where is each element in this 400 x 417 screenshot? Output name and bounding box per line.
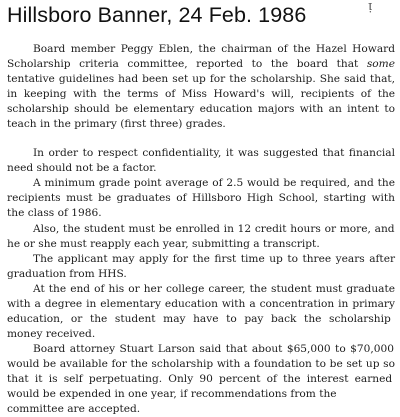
- article-line: with a degree in elementary education with a concentration in primary: [7, 297, 395, 310]
- paragraph-application: [7, 252, 399, 282]
- article-line: Scholarship criteria committee, reported to the board that some: [7, 58, 395, 71]
- article-line: committee are accepted.: [7, 403, 141, 416]
- article-line: the class of 1986.: [7, 207, 102, 220]
- corner-mark: ᴉ: [368, 0, 373, 14]
- article-line: recipients must be graduates of Hillsboro High School, starting with: [7, 192, 396, 205]
- article-line: education, or the student may have to pay back the scholarship: [7, 312, 391, 325]
- article-line: At the end of his or her college career, the student must graduate: [33, 282, 395, 295]
- emphasis-text: some: [366, 58, 395, 71]
- article-line: scholarship should be elementary education majors with an intent to: [7, 103, 395, 116]
- paragraph-gpa: [7, 176, 399, 221]
- article-line: The applicant may apply for the first time up to three years after: [33, 252, 396, 265]
- paragraph-guidelines: [7, 42, 399, 132]
- article-line: would be expended in one year, if recommendations from the: [7, 388, 337, 401]
- article-line: teach in the primary (first three) grades.: [7, 118, 226, 131]
- article-line: In order to respect confidentiality, it was suggested that financial: [33, 147, 395, 160]
- paragraph-gap: [7, 132, 399, 146]
- article-line: Board attorney Stuart Larson said that about $65,000 to $70,000: [33, 342, 394, 355]
- paragraph-confidentiality: [7, 146, 399, 176]
- article-body: [7, 42, 399, 417]
- article-line: Also, the student must be enrolled in 12 credit hours or more, and: [33, 222, 395, 235]
- article-line: tentative guidelines had been set up for the scholarship. She said that,: [7, 73, 396, 86]
- article-line: money received.: [7, 327, 96, 340]
- paragraph-attorney: [7, 342, 399, 417]
- article-line: would be available for the scholarship with a foundation to be set up so: [7, 357, 395, 370]
- paragraph-enrollment: [7, 222, 399, 252]
- paragraph-graduation: [7, 282, 399, 342]
- article-line: A minimum grade point average of 2.5 would be required, and the: [33, 177, 395, 190]
- masthead-title: Hillsboro Banner, 24 Feb. 1986: [7, 3, 307, 27]
- article-line: he or she must reapply each year, submitting a transcript.: [7, 237, 320, 250]
- article-line: Board member Peggy Eblen, the chairman of the Hazel Howard: [33, 43, 396, 55]
- article-line: need should not be a factor.: [7, 162, 157, 175]
- article-line: in keeping with the terms of Miss Howard's will, recipients of the: [7, 88, 396, 101]
- article-line: graduation from HHS.: [7, 267, 127, 280]
- article-line: that it is self perpetuating. Only 90 percent of the interest earned: [7, 372, 393, 385]
